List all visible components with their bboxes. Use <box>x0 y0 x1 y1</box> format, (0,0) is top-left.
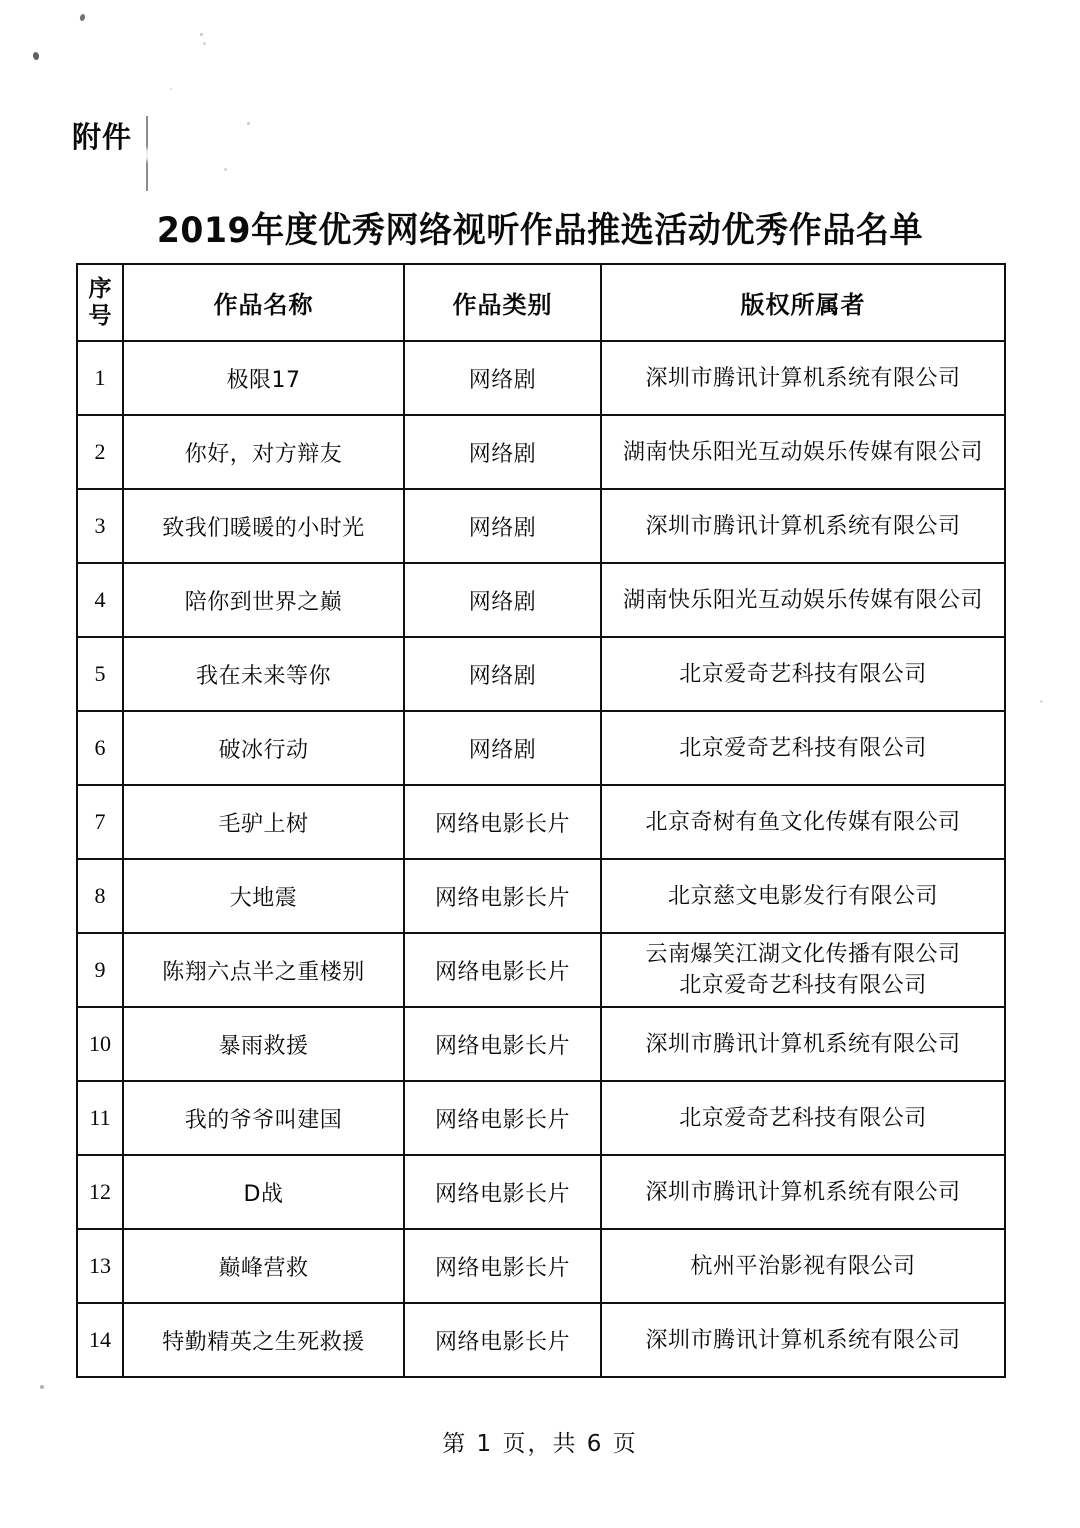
cell-work-name: 你好，对方辩友 <box>123 415 404 489</box>
copyright-owner-line: 北京慈文电影发行有限公司 <box>667 883 938 909</box>
cell-copyright-owner <box>601 785 1005 859</box>
cell-copyright-owner <box>601 1229 1005 1303</box>
cell-work-category: 网络剧 <box>404 341 601 415</box>
cell-work-name: 陈翔六点半之重楼别 <box>123 933 404 1007</box>
table-header-row <box>77 264 1005 341</box>
cell-work-name: 巅峰营救 <box>123 1229 404 1303</box>
copyright-owner-line: 北京奇树有鱼文化传媒有限公司 <box>645 809 961 835</box>
table-row <box>77 1229 1005 1303</box>
copyright-owner-line: 深圳市腾讯计算机系统有限公司 <box>645 1031 961 1057</box>
scan-speckle-artifact <box>224 168 227 171</box>
column-header-serial-number <box>77 264 123 341</box>
scan-speckle-artifact <box>32 51 40 60</box>
column-header-work-name: 作品名称 <box>123 264 404 341</box>
scan-speckle-artifact <box>203 42 206 45</box>
table-row <box>77 1007 1005 1081</box>
cell-serial-number: 13 <box>77 1229 123 1303</box>
attachment-vertical-rule <box>146 116 148 191</box>
cell-work-category: 网络剧 <box>404 489 601 563</box>
table-row <box>77 859 1005 933</box>
cell-copyright-owner <box>601 1155 1005 1229</box>
copyright-owner-line: 云南爆笑江湖文化传播有限公司 <box>645 942 961 967</box>
cell-copyright-owner <box>601 489 1005 563</box>
cell-work-category: 网络电影长片 <box>404 1155 601 1229</box>
cell-serial-number: 11 <box>77 1081 123 1155</box>
copyright-owner-line: 湖南快乐阳光互动娱乐传媒有限公司 <box>622 439 983 465</box>
cell-copyright-owner <box>601 1303 1005 1377</box>
copyright-owner-line: 深圳市腾讯计算机系统有限公司 <box>645 1327 961 1353</box>
cell-copyright-owner <box>601 563 1005 637</box>
cell-serial-number: 1 <box>77 341 123 415</box>
cell-copyright-owner <box>601 1007 1005 1081</box>
cell-copyright-owner <box>601 1081 1005 1155</box>
column-header-copyright-owner: 版权所属者 <box>601 264 1005 341</box>
copyright-owner-line: 北京爱奇艺科技有限公司 <box>679 661 927 687</box>
cell-serial-number: 4 <box>77 563 123 637</box>
table-row <box>77 785 1005 859</box>
cell-serial-number: 7 <box>77 785 123 859</box>
page-title: 2019年度优秀网络视听作品推选活动优秀作品名单 <box>156 209 924 251</box>
column-header-serial-line1: 序 <box>88 275 112 302</box>
scan-speckle-artifact <box>200 33 203 36</box>
table-row <box>77 341 1005 415</box>
table-row <box>77 711 1005 785</box>
cell-serial-number: 14 <box>77 1303 123 1377</box>
scan-speckle-artifact <box>79 13 86 21</box>
page-footer: 第 1 页，共 6 页 <box>442 1431 638 1457</box>
table-row <box>77 415 1005 489</box>
table-row <box>77 1303 1005 1377</box>
works-table <box>76 263 1006 1378</box>
table-row <box>77 1081 1005 1155</box>
copyright-owner-line: 北京爱奇艺科技有限公司 <box>679 1105 927 1131</box>
cell-copyright-owner <box>601 859 1005 933</box>
cell-work-name: 特勤精英之生死救援 <box>123 1303 404 1377</box>
cell-work-name: 陪你到世界之巅 <box>123 563 404 637</box>
copyright-owner-line: 湖南快乐阳光互动娱乐传媒有限公司 <box>622 587 983 613</box>
cell-work-category: 网络电影长片 <box>404 1081 601 1155</box>
cell-work-name: 极限17 <box>123 341 404 415</box>
scan-speckle-artifact <box>40 1385 44 1389</box>
cell-serial-number: 3 <box>77 489 123 563</box>
copyright-owner-line: 杭州平治影视有限公司 <box>690 1253 916 1279</box>
scan-speckle-artifact <box>1040 700 1043 703</box>
cell-copyright-owner <box>601 415 1005 489</box>
copyright-owner-line: 北京爱奇艺科技有限公司 <box>679 735 927 761</box>
cell-serial-number: 12 <box>77 1155 123 1229</box>
cell-work-name: 致我们暖暖的小时光 <box>123 489 404 563</box>
cell-work-category: 网络电影长片 <box>404 1303 601 1377</box>
cell-work-category: 网络剧 <box>404 637 601 711</box>
column-header-work-category: 作品类别 <box>404 264 601 341</box>
cell-work-category: 网络电影长片 <box>404 1007 601 1081</box>
table-body <box>77 341 1005 1377</box>
cell-copyright-owner <box>601 933 1005 1007</box>
scan-speckle-artifact <box>170 88 172 90</box>
copyright-owner-line: 深圳市腾讯计算机系统有限公司 <box>645 1179 961 1205</box>
cell-serial-number: 8 <box>77 859 123 933</box>
cell-work-name: 破冰行动 <box>123 711 404 785</box>
cell-work-category: 网络电影长片 <box>404 785 601 859</box>
cell-work-name: 我在未来等你 <box>123 637 404 711</box>
cell-serial-number: 6 <box>77 711 123 785</box>
cell-work-name: D战 <box>123 1155 404 1229</box>
table-header <box>77 264 1005 341</box>
cell-copyright-owner <box>601 711 1005 785</box>
cell-work-name: 我的爷爷叫建国 <box>123 1081 404 1155</box>
attachment-block <box>72 120 148 191</box>
cell-serial-number: 2 <box>77 415 123 489</box>
cell-work-category: 网络电影长片 <box>404 859 601 933</box>
cell-work-name: 毛驴上树 <box>123 785 404 859</box>
scan-speckle-artifact <box>247 122 250 125</box>
cell-serial-number: 5 <box>77 637 123 711</box>
cell-work-category: 网络电影长片 <box>404 1229 601 1303</box>
cell-work-name: 暴雨救援 <box>123 1007 404 1081</box>
attachment-label: 附件 <box>72 120 133 154</box>
table-row <box>77 637 1005 711</box>
copyright-owner-line: 深圳市腾讯计算机系统有限公司 <box>645 365 961 391</box>
cell-work-name: 大地震 <box>123 859 404 933</box>
cell-copyright-owner <box>601 341 1005 415</box>
cell-serial-number: 10 <box>77 1007 123 1081</box>
table-row <box>77 933 1005 1007</box>
table-row <box>77 1155 1005 1229</box>
cell-serial-number: 9 <box>77 933 123 1007</box>
works-table-container <box>76 263 1004 1378</box>
cell-work-category: 网络剧 <box>404 563 601 637</box>
cell-work-category: 网络剧 <box>404 415 601 489</box>
column-header-serial-line2: 号 <box>88 302 112 329</box>
table-row <box>77 489 1005 563</box>
cell-copyright-owner <box>601 637 1005 711</box>
cell-work-category: 网络剧 <box>404 711 601 785</box>
copyright-owner-line: 深圳市腾讯计算机系统有限公司 <box>645 513 961 539</box>
cell-work-category: 网络电影长片 <box>404 933 601 1007</box>
table-row <box>77 563 1005 637</box>
copyright-owner-line: 北京爱奇艺科技有限公司 <box>679 973 927 998</box>
